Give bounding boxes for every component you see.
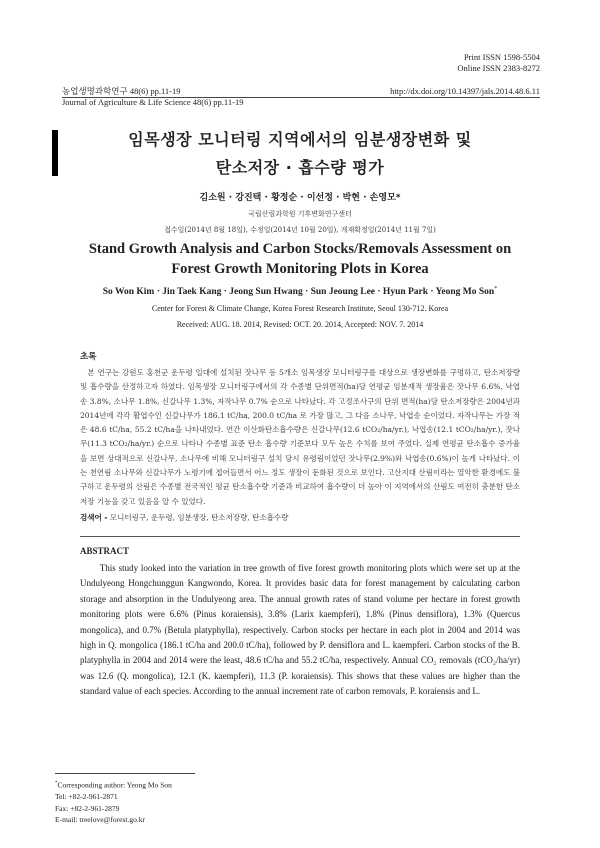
journal-korean: 농업생명과학연구 48(6) pp.11-19 xyxy=(62,86,181,96)
korean-authors: 김소원 · 강진택 · 황정순 · 이선정 · 박현 · 손영모* xyxy=(199,193,401,203)
section-divider xyxy=(80,536,520,537)
keywords-list: 모니터링구, 운두령, 임분생장, 탄소저장량, 탄소흡수량 xyxy=(109,513,289,522)
footnote-mark: * xyxy=(55,781,58,786)
footnote-email[interactable]: E-mail: treelove@forest.go.kr xyxy=(55,815,145,824)
doi-link[interactable]: http://dx.doi.org/10.14397/jals.2014.48.6.11 xyxy=(390,86,540,96)
english-authors-names: So Won Kim · Jin Taek Kang · Jeong Sun Hwang · Sun Jeoung Lee · Hyun Park · Yeong Mo Son xyxy=(102,287,495,298)
english-affiliation: Center for Forest & Climate Change, Korea Forest Research Institute, Seoul 130-712. Korea xyxy=(151,304,449,313)
footnote-corresponding xyxy=(55,778,172,791)
english-title-line-2: Forest Growth Monitoring Plots in Korea xyxy=(171,261,429,277)
korean-keywords xyxy=(80,512,520,523)
footnote-fax: Fax: +82-2-961-2879 xyxy=(55,803,120,813)
footnote xyxy=(55,778,172,826)
korean-title-line-2: 탄소저장 · 흡수량 평가 xyxy=(215,158,385,177)
english-title-line-1: Stand Growth Analysis and Carbon Stocks/Removals Assessment on xyxy=(88,241,512,257)
english-authors xyxy=(62,286,538,297)
online-issn: Online ISSN 2383-8272 xyxy=(457,63,540,73)
title-accent-bar xyxy=(52,130,58,176)
journal-english: Journal of Agriculture & Life Science 48(6) pp.11-19 xyxy=(62,97,244,107)
english-abstract-body: This study looked into the variation in tree growth of five forest growth monitoring plots which were set up at the Undulyeong Hongchunggun Kangwondo, Korea. It provides basic data for forest management by calculating carbon storage and absorption in the Undulyeong area. The annual growth rates of stand volume per hectare in forest growth monitoring plots were 6.6% (Pinus koraiensis), 3.8% (Larix kaempferi), 1.8% (Pinus densiflora), 1.3% (Quercus mongolica), and 0.7% (Betula platyphylla), respectively. Carbon stocks per hectare in each plot in 2004 and 2014 was high in Q. mongolica (186.1 tC/ha and 200.0 tC/ha), followed by P. densiflora and L. kaempferi. Carbon stocks of the B. platyphylla in 2004 and 2014 were the least, 48.6 tC/ha and 55.2 tC/ha, respectively. Annual CO₂ removals (tCO₂/ha/yr) was 12.6 (Q. mongolica), 12.1 (K. kaempferi), 11.3 (P. koraiensis). This shows that these values are higher than the standard value of each species. According to the annual increment rate of carbon removals, P. koraiensis and L. xyxy=(80,563,520,697)
korean-affiliation: 국립산림과학원 기후변화연구센터 xyxy=(248,210,352,218)
print-issn: Print ISSN 1598-5504 xyxy=(463,52,540,62)
issn-block xyxy=(457,52,540,74)
korean-abstract-body: 본 연구는 강원도 홍천군 운두령 일대에 설치된 잣나무 등 5개소 임목생장 모니터링구를 대상으로 생장변화를 구명하고, 탄소저장량 및 흡수량을 산정하고자 하였다. 임목생장 모니터링구에서의 각 수종별 단위면적(ha)당 연평균 임분재적 생장율은 잣나무 6.6%, 낙엽송 3.8%, 소나무 1.8%, 신갈나무 1.3%, 자작나무 0.7% 순으로 나타났다. 각 고정조사구의 단위 면적(ha)당 탄소저장량은 2004년과 2014년에 각각 활엽수인 신갈나무가 186.1 tC/ha, 200.0 tC/ha 로 가장 많고, 그 다음 소나무, 낙엽송 순이었다. 자작나무는 가장 적은 48.6 tC/ha, 55.2 tC/ha을 나타내었다. 연간 이산화탄소흡수량은 신갈나무(12.6 tCO₂/ha/yr.), 낙엽송(12.1 tCO₂/ha/yr.), 잣나무(11.3 tCO₂/ha/yr.) 순으로 나타나 수종별 표준 탄소 흡수량 기준보다 모두 높은 수치를 보여 주었다. 실제 연평균 탄소흡수 증가율을 보면 상대적으로 신갈나무, 소나무에 비해 모니터링구 설치 당시 유령림이었던 잣나무(2.9%)와 낙엽송(0.6%)이 높게 나타났다. 이는 천연림 소나무와 신갈나무가 노령기에 접어들면서 어느 정도 생장이 둔화된 것으로 보인다. 고산지대 산림이라는 열악한 환경에도 불구하고 운두령의 산림은 수종별 전국적인 평균 탄소흡수량 기준과 비교하여 흡수량이 더 높아 이 지역에서의 산림도 여전히 충분한 탄소저장 기능을 갖고 있음을 알 수 있었다. xyxy=(80,368,521,506)
keywords-label: 검색어 - xyxy=(80,513,108,522)
korean-title-line-1: 임목생장 모니터링 지역에서의 임분생장변화 및 xyxy=(128,130,472,149)
english-title xyxy=(62,239,538,279)
english-abstract-heading: ABSTRACT xyxy=(80,546,130,556)
footnote-tel: Tel: +82-2-961-2871 xyxy=(55,792,118,801)
footnote-rule xyxy=(55,773,195,774)
korean-dates: 접수일(2014년 8월 18일), 수정일(2014년 10월 20일), 게재확정일(2014년 11월 7일) xyxy=(164,226,436,234)
footnote-corresponding-text: Corresponding author: Yeong Mo Son xyxy=(57,780,172,790)
english-dates: Received: AUG. 18. 2014, Revised: OCT. 20. 2014, Accepted: NOV. 7. 2014 xyxy=(176,320,424,329)
corresponding-mark: * xyxy=(494,286,498,292)
header-rule xyxy=(62,97,540,98)
korean-abstract-heading: 초록 xyxy=(80,352,97,362)
korean-title xyxy=(62,126,538,182)
